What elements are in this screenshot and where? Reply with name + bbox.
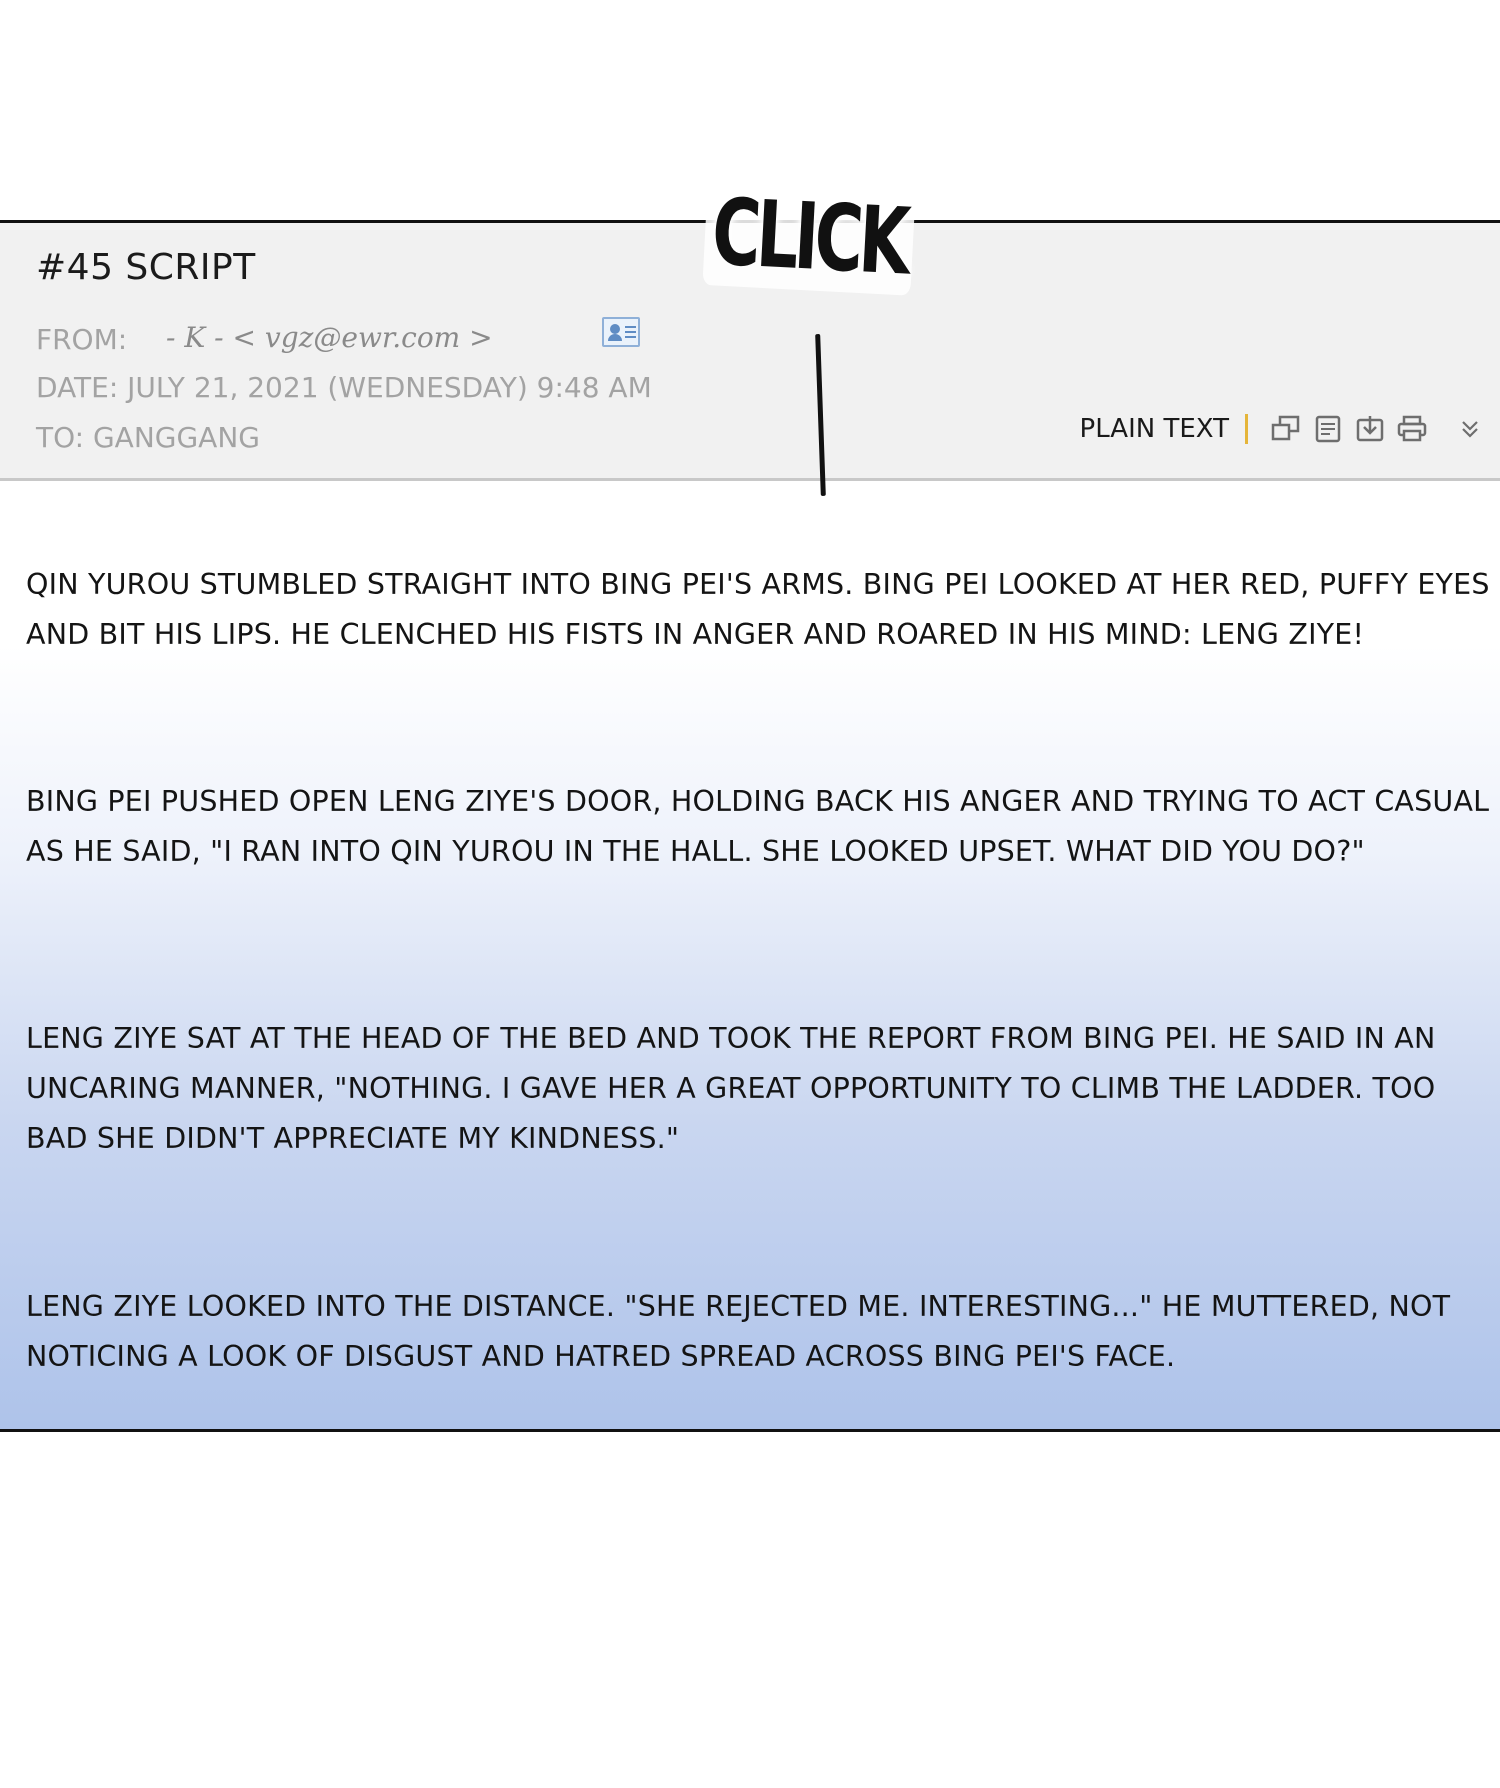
sender-address[interactable]: - K - < vgz@ewr.com > [166,321,493,354]
date-row: DATE: JULY 21, 2021 (WEDNESDAY) 9:48 AM [36,371,652,404]
from-label: FROM: [36,323,128,356]
from-row [36,321,493,356]
contact-card-icon[interactable] [602,317,640,347]
body-paragraph: QIN YUROU STUMBLED STRAIGHT INTO BING PEI'S ARMS. BING PEI LOOKED AT HER RED, PUFFY EYES AND BIT HIS LIPS. HE CLENCHED HIS FISTS IN ANGER AND ROARED IN HIS MIND: LENG ZIYE! [26,568,1490,651]
message-toolbar [1080,411,1478,447]
notes-icon[interactable] [1312,414,1344,444]
new-window-icon[interactable] [1270,414,1302,444]
email-subject: #45 SCRIPT [36,247,256,288]
body-paragraph: LENG ZIYE SAT AT THE HEAD OF THE BED AND TOOK THE REPORT FROM BING PEI. HE SAID IN AN UNCARING MANNER, "NOTHING. I GAVE HER A GREAT OPPORTUNITY TO CLIMB THE LADDER. TOO BAD SHE DIDN'T APPRECIATE MY KINDNESS." [26,1022,1436,1155]
body-paragraph: LENG ZIYE LOOKED INTO THE DISTANCE. "SHE REJECTED ME. INTERESTING..." HE MUTTERED, NOT NOTICING A LOOK OF DISGUST AND HATRED SPREAD ACROSS BING PEI'S FACE. [26,1290,1451,1373]
expand-more-icon[interactable] [1454,414,1478,444]
plain-text-button[interactable]: PLAIN TEXT [1079,414,1229,444]
recipient-row: TO: GANGGANG [36,421,260,454]
toolbar-divider [1245,414,1248,444]
click-sound-effect: CLICK [702,178,916,296]
print-icon[interactable] [1396,414,1428,444]
download-icon[interactable] [1354,414,1386,444]
body-paragraph: BING PEI PUSHED OPEN LENG ZIYE'S DOOR, HOLDING BACK HIS ANGER AND TRYING TO ACT CASUAL AS HE SAID, "I RAN INTO QIN YUROU IN THE HALL. SHE LOOKED UPSET. WHAT DID YOU DO?" [26,785,1490,868]
